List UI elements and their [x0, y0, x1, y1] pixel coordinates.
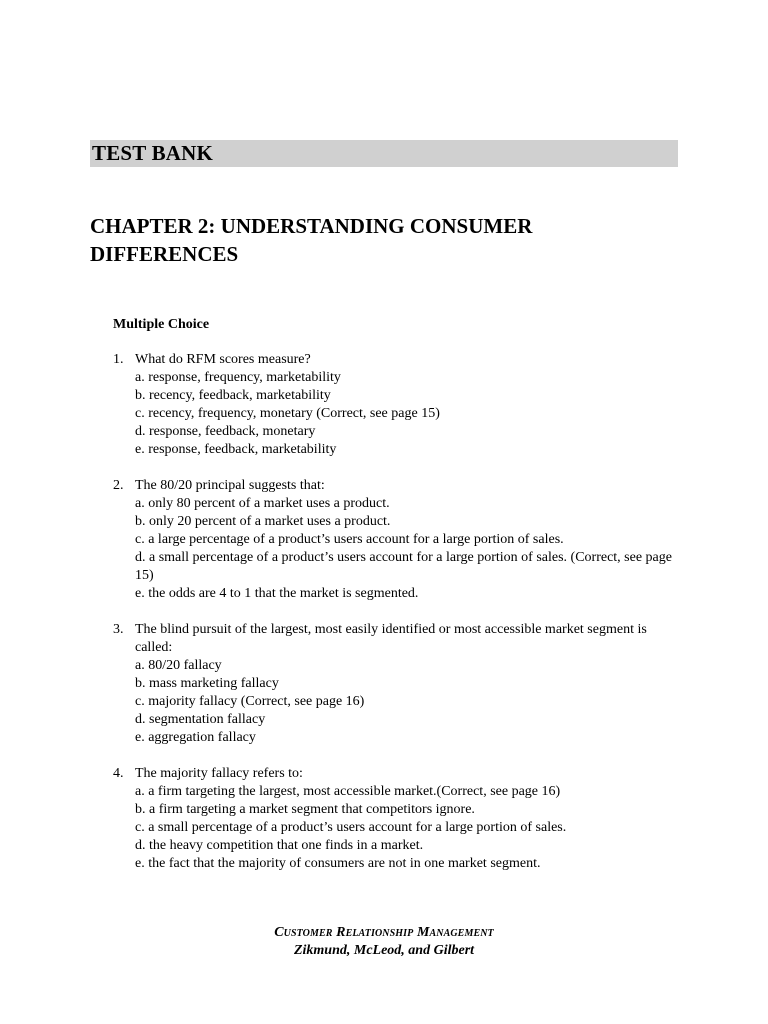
question-number: 2. [113, 478, 124, 493]
answer-option: a. a firm targeting the largest, most accessible market.(Correct, see page 16) [135, 784, 561, 799]
question-4 [113, 765, 683, 873]
answer-option: a. response, frequency, marketability [135, 370, 341, 385]
answer-options [135, 783, 683, 873]
answer-option: b. a firm targeting a market segment that competitors ignore. [135, 802, 475, 817]
answer-option: d. a small percentage of a product’s users account for a large portion of sales. (Correct, see page 15) [135, 550, 672, 583]
question-text: The majority fallacy refers to: [135, 766, 303, 781]
question-text: The 80/20 principal suggests that: [135, 478, 325, 493]
question-3 [113, 621, 683, 747]
question-number: 4. [113, 766, 124, 781]
answer-option: b. only 20 percent of a market uses a product. [135, 514, 391, 529]
answer-options [135, 495, 683, 603]
question-number: 3. [113, 622, 124, 637]
answer-option: d. response, feedback, monetary [135, 424, 316, 439]
section-heading: Multiple Choice [113, 317, 210, 332]
chapter-title: CHAPTER 2: UNDERSTANDING CONSUMER DIFFERENCES [90, 214, 533, 266]
answer-option: d. the heavy competition that one finds in a market. [135, 838, 424, 853]
footer-authors: Zikmund, McLeod, and Gilbert [293, 943, 475, 958]
question-number: 1. [113, 352, 124, 367]
answer-option: e. the fact that the majority of consumers are not in one market segment. [135, 856, 541, 871]
answer-option: b. recency, feedback, marketability [135, 388, 331, 403]
answer-options [135, 369, 683, 459]
answer-option: a. 80/20 fallacy [135, 658, 222, 673]
answer-option: a. only 80 percent of a market uses a product. [135, 496, 390, 511]
answer-option: c. a small percentage of a product’s users account for a large portion of sales. [135, 820, 567, 835]
answer-option: b. mass marketing fallacy [135, 676, 279, 691]
answer-option: d. segmentation fallacy [135, 712, 266, 727]
question-text: What do RFM scores measure? [135, 352, 311, 367]
test-bank-banner [90, 140, 678, 167]
page-footer [0, 924, 768, 960]
answer-option: e. the odds are 4 to 1 that the market is segmented. [135, 586, 419, 601]
question-list [113, 351, 683, 891]
question-text: The blind pursuit of the largest, most easily identified or most accessible market segment is called: [135, 622, 647, 655]
question-2 [113, 477, 683, 603]
question-1 [113, 351, 683, 459]
answer-option: e. aggregation fallacy [135, 730, 256, 745]
answer-options [135, 657, 683, 747]
answer-option: c. a large percentage of a product’s users account for a large portion of sales. [135, 532, 564, 547]
answer-option: c. recency, frequency, monetary (Correct, see page 15) [135, 406, 440, 421]
footer-book-title: Customer Relationship Management [274, 925, 494, 940]
answer-option: e. response, feedback, marketability [135, 442, 337, 457]
banner-label: TEST BANK [92, 141, 214, 165]
answer-option: c. majority fallacy (Correct, see page 16) [135, 694, 365, 709]
